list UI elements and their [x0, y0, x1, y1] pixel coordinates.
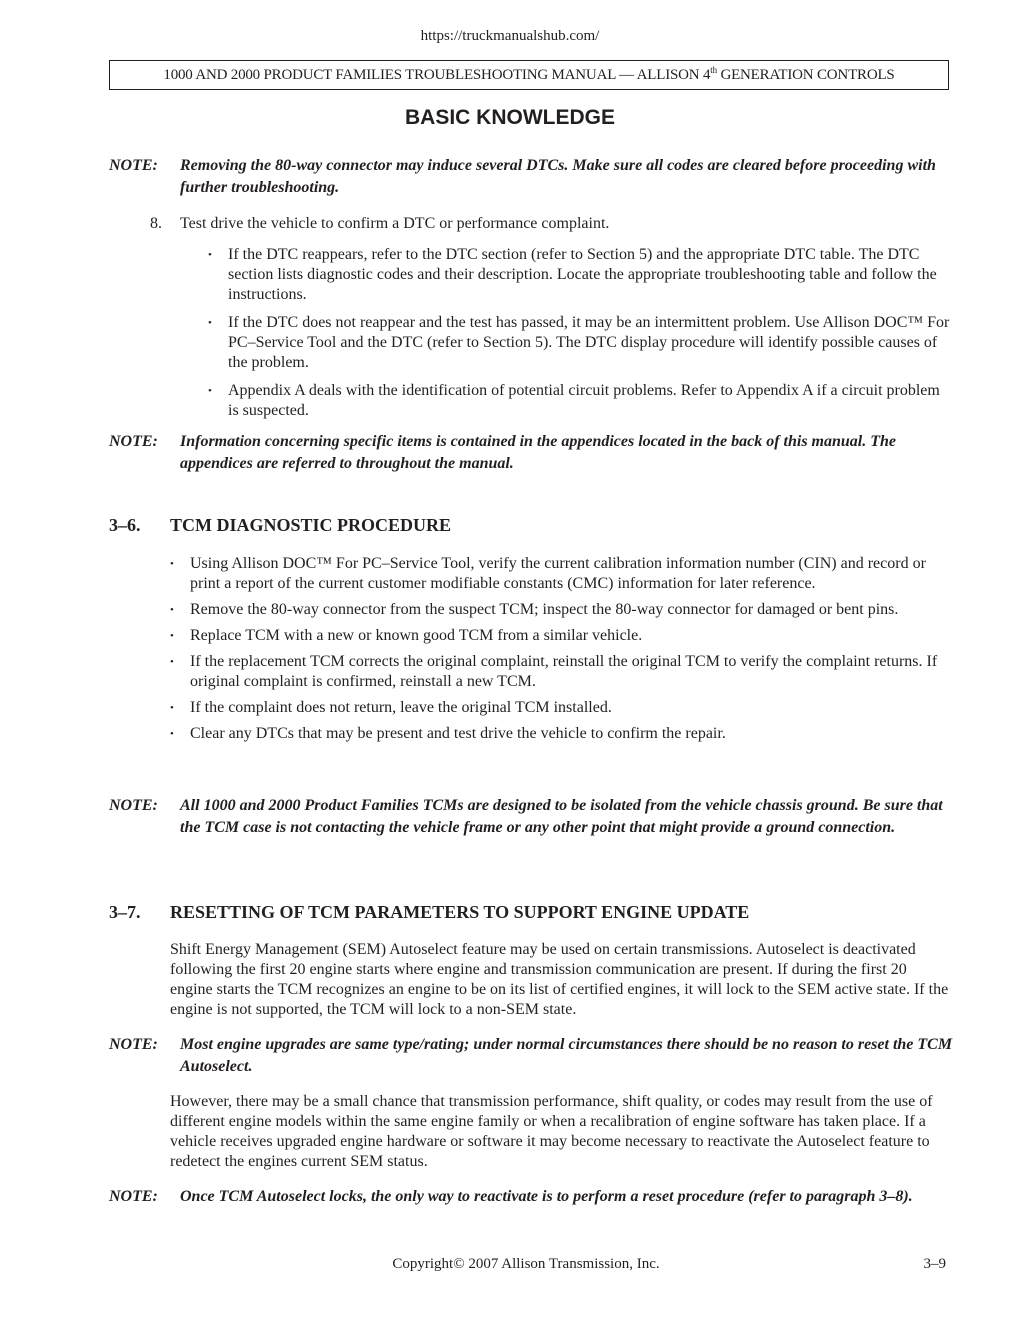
list-item-text: If the DTC reappears, refer to the DTC section (refer to Section 5) and the appropriate DTC table. The DTC section lists diagnostic codes and their description. Locate the appropriate troubleshooting table and follow the instructions. [228, 246, 937, 303]
bullet-icon: • [170, 702, 174, 714]
list-item-text: If the complaint does not return, leave the original TCM installed. [190, 699, 612, 716]
list-item [208, 245, 953, 305]
bullet-icon: • [170, 630, 174, 642]
manual-header-box [109, 60, 949, 90]
bullet-icon: • [208, 249, 212, 261]
note-engine-upgrades [109, 1034, 959, 1078]
page-title: BASIC KNOWLEDGE [405, 106, 615, 129]
note-appendices [109, 431, 959, 475]
section-title: RESETTING OF TCM PARAMETERS TO SUPPORT ENGINE UPDATE [170, 902, 750, 922]
list-item-text: Clear any DTCs that may be present and test drive the vehicle to confirm the repair. [190, 725, 726, 742]
step-number: 8. [150, 215, 162, 232]
bullet-icon: • [208, 317, 212, 329]
copyright: Copyright© 2007 Allison Transmission, Inc. [392, 1256, 660, 1272]
sem-autoselect-paragraph: Shift Energy Management (SEM) Autoselect feature may be used on certain transmissions. Autoselect is deactivated following the first 20 engine starts where engine and transmission communication are present. If during the first 20 engine starts the TCM recognizes an engine to be on its list of certified engines, it will lock to the SEM active state. If the engine is not supported, the TCM will lock to a non-SEM state. [170, 941, 949, 1018]
note-label: NOTE: [109, 157, 158, 174]
list-item [170, 652, 950, 692]
bullet-icon: • [170, 558, 174, 570]
reactivate-paragraph: However, there may be a small chance that transmission performance, shift quality, or codes may result from the use of different engine models within the same engine family or when a recalibration of engine software has taken place. If a vehicle receives upgraded engine hardware or software it may become necessary to reactivate the Autoselect feature to redetect the engines current SEM status. [170, 1093, 933, 1170]
note-label: NOTE: [109, 433, 158, 450]
note-label: NOTE: [109, 1188, 158, 1205]
note-text: Removing the 80-way connector may induce several DTCs. Make sure all codes are cleared before proceeding with further troubleshooting. [180, 157, 936, 196]
bullet-icon: • [170, 656, 174, 668]
list-item [170, 698, 950, 718]
note-label: NOTE: [109, 797, 158, 814]
note-reset-procedure [109, 1186, 959, 1208]
list-item-text: Using Allison DOC™ For PC–Service Tool, verify the current calibration information number (CIN) and record or print a report of the current customer modifiable constants (CMC) information for later reference. [190, 555, 926, 592]
list-item [208, 313, 953, 373]
section-title: TCM DIAGNOSTIC PROCEDURE [170, 515, 452, 535]
source-url: https://truckmanualshub.com/ [420, 28, 600, 44]
note-chassis-ground [109, 795, 959, 839]
step-text: Test drive the vehicle to confirm a DTC or performance complaint. [180, 215, 610, 232]
list-item-text: Appendix A deals with the identification of potential circuit problems. Refer to Appendix A if a circuit problem is suspected. [228, 382, 940, 419]
bullet-icon: • [170, 728, 174, 740]
tcm-diagnostic-bullets [170, 554, 950, 744]
step-8 [150, 214, 950, 234]
bullet-icon: • [170, 604, 174, 616]
note-80-way-connector [109, 155, 959, 199]
list-item [170, 626, 950, 646]
note-label: NOTE: [109, 1036, 158, 1053]
list-item-text: Remove the 80-way connector from the suspect TCM; inspect the 80-way connector for damaged or bent pins. [190, 601, 899, 618]
note-text: Most engine upgrades are same type/rating; under normal circumstances there should be no reason to reset the TCM Autoselect. [180, 1036, 953, 1075]
bullet-icon: • [208, 385, 212, 397]
list-item [208, 381, 953, 421]
list-item [170, 600, 950, 620]
section-number: 3–6. [109, 515, 141, 535]
list-item-text: If the DTC does not reappear and the test has passed, it may be an intermittent problem. Use Allison DOC™ For PC–Service Tool and the DTC (refer to Section 5). The DTC display procedure will identify possible causes of the problem. [228, 314, 950, 371]
step-8-bullets [208, 245, 953, 421]
list-item-text: If the replacement TCM corrects the original complaint, reinstall the original TCM to verify the complaint returns. If original complaint is confirmed, reinstall a new TCM. [190, 653, 938, 690]
section-number: 3–7. [109, 902, 141, 922]
note-text: All 1000 and 2000 Product Families TCMs are designed to be isolated from the vehicle chassis ground. Be sure that the TCM case is not contacting the vehicle frame or any other point that might provide a ground connection. [180, 797, 943, 836]
page-number: 3–9 [923, 1256, 946, 1272]
note-text: Once TCM Autoselect locks, the only way to reactivate is to perform a reset procedure (refer to paragraph 3–8). [180, 1188, 913, 1205]
manual-title: 1000 AND 2000 PRODUCT FAMILIES TROUBLESHOOTING MANUAL — ALLISON 4th GENERATION CONTROLS [163, 64, 895, 83]
note-text: Information concerning specific items is contained in the appendices located in the back of this manual. The appendices are referred to throughout the manual. [180, 433, 897, 472]
list-item [170, 554, 950, 594]
list-item-text: Replace TCM with a new or known good TCM from a similar vehicle. [190, 627, 643, 644]
list-item [170, 724, 950, 744]
